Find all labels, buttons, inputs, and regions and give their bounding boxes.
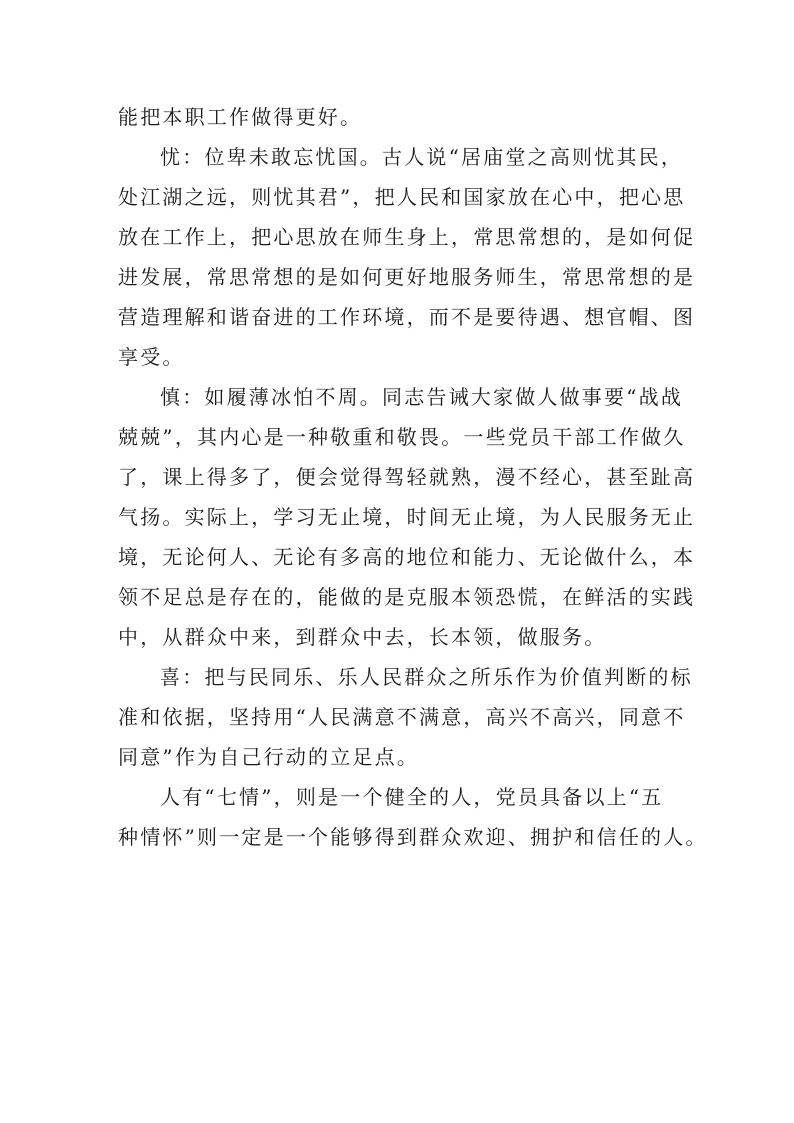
text-line: 处江湖之远，则忧其君”，把人民和国家放在心中，把心思 [118,185,686,209]
text-line: 同意”作为自己行动的立足点。 [118,745,420,769]
text-line: 境，无论何人、无论有多高的地位和能力、无论做什么，本 [118,545,696,569]
text-line: 人有“七情”，则是一个健全的人，党员具备以上“五 [160,785,664,809]
text-line: 享受。 [118,345,185,369]
text-line: 气扬。实际上，学习无止境，时间无止境，为人民服务无止 [118,505,696,529]
text-line: 种情怀”则一定是一个能够得到群众欢迎、拥护和信任的人。 [118,825,708,849]
text-line: 能把本职工作做得更好。 [118,105,363,129]
text-line: 慎：如履薄冰怕不周。同志告诫大家做人做事要“战战 [160,385,684,409]
text-line: 忧：位卑未敢忘忧国。古人说“居庙堂之高则忧其民， [160,145,684,169]
text-line: 兢兢”，其内心是一种敬重和敬畏。一些党员干部工作做久 [118,425,686,449]
text-line: 喜：把与民同乐、乐人民群众之所乐作为价值判断的标 [160,665,693,689]
text-line: 放在工作上，把心思放在师生身上，常思常想的，是如何促 [118,225,696,249]
text-line: 中，从群众中来，到群众中去，长本领，做服务。 [118,625,607,649]
text-line: 了，课上得多了，便会觉得驾轻就熟，漫不经心，甚至趾高 [118,465,696,489]
text-line: 准和依据，坚持用“人民满意不满意，高兴不高兴，同意不 [118,705,686,729]
text-line: 领不足总是存在的，能做的是克服本领恐慌，在鲜活的实践 [118,585,696,609]
text-line: 营造理解和谐奋进的工作环境，而不是要待遇、想官帽、图 [118,305,696,329]
document-body [118,97,708,857]
text-line: 进发展，常思常想的是如何更好地服务师生，常思常想的是 [118,265,696,289]
